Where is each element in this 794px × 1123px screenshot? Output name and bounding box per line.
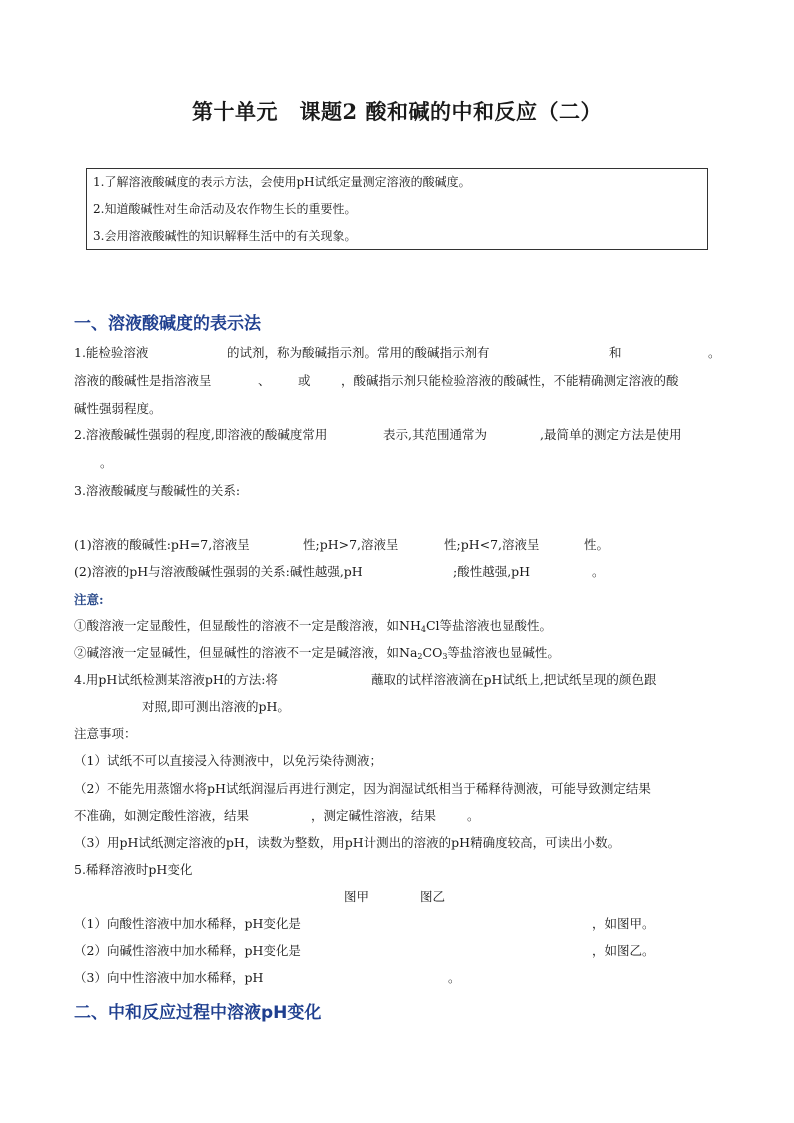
objective-1: 1.了解溶液酸碱度的表示方法，会使用pH试纸定量测定溶液的酸碱度。 [93, 175, 471, 189]
p1-line3: 碱性强弱程度。 [74, 401, 162, 416]
p3-1-a: (1)溶液的酸碱性:pH=7,溶液呈 [74, 537, 250, 552]
page-title: 第十单元 课题2 酸和碱的中和反应（二） [192, 99, 602, 124]
p2-text-b: 表示,其范围通常为 [383, 427, 487, 442]
p3-1-c: 性;pH<7,溶液呈 [444, 537, 540, 552]
p3-1-b: 性;pH>7,溶液呈 [303, 537, 399, 552]
attention-2-a: 不准确，如测定酸性溶液，结果 [74, 808, 250, 823]
p1-line2-d: ，酸碱指示剂只能检验溶液的酸碱性，不能精确测定溶液的酸 [341, 373, 679, 388]
note-1: ①酸溶液一定显酸性，但显酸性的溶液不一定是酸溶液，如$NH_4Cl$等盐溶液也显酸性。 [74, 618, 552, 634]
objective-2: 2.知道酸碱性对生命活动及农作物生长的重要性。 [93, 202, 357, 216]
p1-line2-b: 、 [258, 373, 271, 388]
p3-1-d: 性。 [584, 537, 610, 552]
learning-objectives-box [86, 168, 708, 250]
note-label: 注意: [74, 592, 104, 607]
objective-3: 3.会用溶液酸碱性的知识解释生活中的有关现象。 [93, 229, 357, 243]
attention-2-line1: （2）不能先用蒸馏水将pH试纸润湿后再进行测定，因为润湿试纸相当于稀释待测液，可能导致测定结果 [74, 781, 651, 796]
p1-text-b: 的试剂，称为酸碱指示剂。常用的酸碱指示剂有 [227, 345, 490, 360]
section1-heading: 一、溶液酸碱度的表示法 [74, 314, 261, 334]
attention-3: （3）用pH试纸测定溶液的pH，读数为整数，用pH计测出的溶液的pH精确度较高，可读出小数。 [74, 835, 621, 850]
p1-line2-a: 溶液的酸碱性是指溶液呈 [74, 373, 212, 388]
p3-2-b: ;酸性越强,pH [453, 564, 531, 579]
attention-1: （1）试纸不可以直接浸入待测液中，以免污染待测液； [74, 753, 382, 768]
dilution-1-a: （1）向酸性溶液中加水稀释，pH变化是 [74, 916, 301, 931]
p4-text-b: 蘸取的试样溶液滴在pH试纸上,把试纸呈现的颜色跟 [371, 672, 657, 687]
p1-line2-c: 或 [298, 373, 311, 388]
dilution-2-a: （2）向碱性溶液中加水稀释，pH变化是 [74, 943, 301, 958]
dilution-2-b: ，如图乙。 [592, 943, 655, 958]
p2-text-a: 2.溶液酸碱性强弱的程度,即溶液的酸碱度常用 [74, 427, 328, 442]
section2-heading: 二、中和反应过程中溶液pH变化 [74, 1003, 322, 1023]
p3-2-c: 。 [592, 564, 605, 579]
p2-text-c: ,最简单的测定方法是使用 [540, 427, 682, 442]
p3-2-a: (2)溶液的pH与溶液酸碱性强弱的关系:碱性越强,pH [74, 564, 363, 579]
attention-label: 注意事项： [74, 726, 137, 741]
p1-text-c: 和 [609, 345, 622, 360]
figure-a-label: 图甲 [344, 889, 370, 904]
attention-2-b: ，测定碱性溶液，结果 [311, 808, 437, 823]
figure-b-label: 图乙 [420, 889, 446, 904]
dilution-3-a: （3）向中性溶液中加水稀释，pH [74, 970, 264, 985]
p5-text: 5.稀释溶液时pH变化 [74, 862, 193, 877]
p1-text-a: 1.能检验溶液 [74, 345, 149, 360]
dilution-1-b: ，如图甲。 [592, 916, 655, 931]
p2-line2: 。 [100, 455, 113, 470]
p3-text: 3.溶液酸碱度与酸碱性的关系: [74, 483, 241, 498]
p1-text-d: 。 [708, 345, 721, 360]
dilution-3-b: 。 [448, 970, 461, 985]
note-2: ②碱溶液一定显碱性，但显碱性的溶液不一定是碱溶液，如$Na_2CO_3$等盐溶液也显碱性。 [74, 645, 560, 661]
p4-text-a: 4.用pH试纸检测某溶液pH的方法:将 [74, 672, 278, 687]
p4-line2: 对照,即可测出溶液的pH。 [142, 699, 290, 714]
attention-2-c: 。 [467, 808, 480, 823]
